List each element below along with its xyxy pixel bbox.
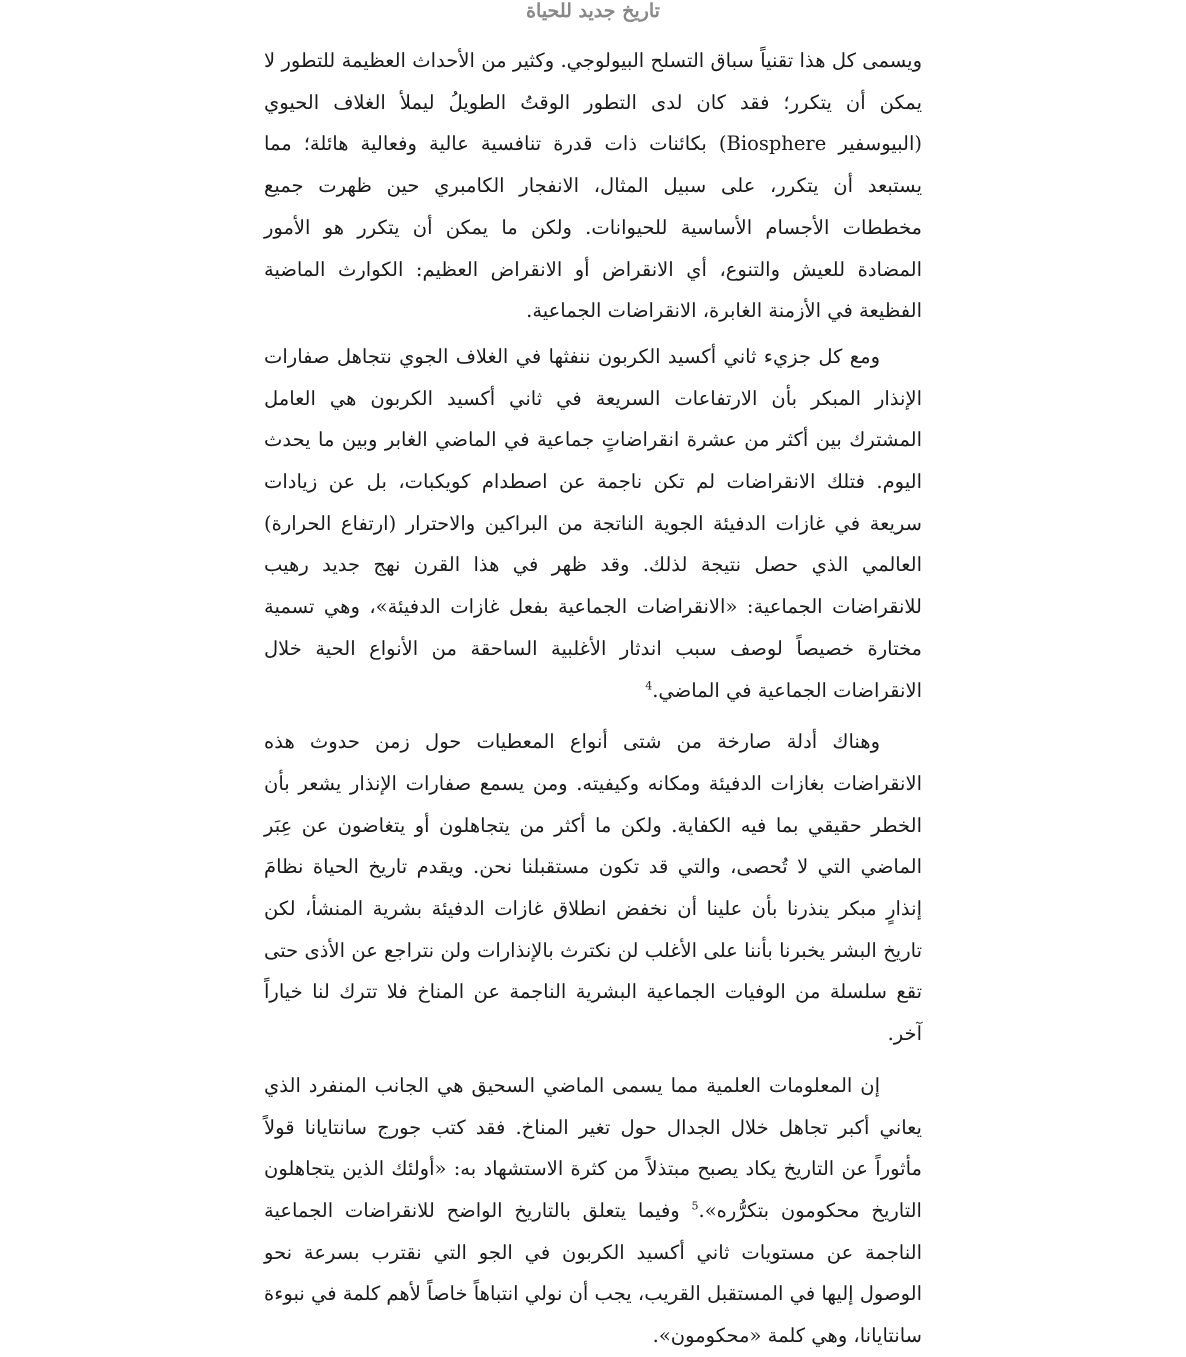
paragraph-1	[264, 40, 922, 332]
footnote-ref-5[interactable]: 5	[691, 1199, 699, 1213]
footnote-ref-4[interactable]: 4	[645, 679, 653, 693]
paragraph-2	[264, 336, 922, 711]
book-page	[264, 0, 922, 1357]
paragraph-2-text: ومع كل جزيء ثاني أكسيد الكربون ننفثها في الغلاف الجوي نتجاهل صفارات الإنذار المبكر بأن الارتفاعات السريعة في ثاني أكسيد الكربون هي العامل المشترك بين أكثر من عشرة انقراضاتٍ جماعية في الماضي الغابر وبين ما يحدث اليوم. فتلك الانقراضات لم تكن ناجمة عن اصطدام كويكبات، بل عن زيادات سريعة في غازات الدفيئة الجوية الناتجة من البراكين والاحترار (ارتفاع الحرارة) العالمي الذي حصل نتيجة لذلك. وقد ظهر في هذا القرن نهج جديد رهيب للانقراضات الجماعية: «الانقراضات الجماعية بفعل غازات الدفيئة»، وهي تسمية مختارة خصيصاً لوصف سبب اندثار الأغلبية الساحقة من الأنواع الحية خلال الانقراضات الجماعية في الماضي.	[264, 344, 922, 702]
paragraph-3-text: وهناك أدلة صارخة من شتى أنواع المعطيات حول زمن حدوث هذه الانقراضات بغازات الدفيئة ومكانه وكيفيته. ومن يسمع صفارات الإنذار يشعر بأن الخطر حقيقي بما فيه الكفاية. ولكن ما أكثر من يتجاهلون أو يتغاضون عن عِبَر الماضي التي لا تُحصى، والتي قد تكون مستقبلنا نحن. ويقدم تاريخ الحياة نظامَ إنذارٍ مبكر ينذرنا بأن علينا أن نخفض انطلاق غازات الدفيئة بشرية المنشأ، لكن تاريخ البشر يخبرنا بأننا على الأغلب لن نكترث بالإنذارات ولن نتراجع عن الأذى حتى تقع سلسلة من الوفيات الجماعية البشرية الناجمة عن المناخ فلا تترك لنا خياراً آخر.	[264, 730, 922, 1046]
paragraph-4-text-after: وفيما يتعلق بالتاريخ الواضح للانقراضات الجماعية الناجمة عن مستويات ثاني أكسيد الكربون في الجو التي نقترب بسرعة نحو الوصول إليها في المستقبل القريب، يجب أن نولي انتباهاً خاصاً لأهم كلمة في نبوءة سانتايانا، وهي كلمة «محكومون».	[264, 1198, 922, 1348]
running-head: تاريخ جديد للحياة	[526, 0, 660, 22]
paragraph-4-text-before: إن المعلومات العلمية مما يسمى الماضي السحيق هي الجانب المنفرد الذي يعاني أكبر تجاهل خلال الجدال حول تغير المناخ. فقد كتب جورج سانتايانا قولاً مأثوراً عن التاريخ يكاد يصبح مبتذلاً من كثرة الاستشهاد به: «أولئك الذين يتجاهلون التاريخ محكومون بتكرُّره».	[264, 1073, 922, 1222]
paragraph-4	[264, 1065, 922, 1357]
paragraph-3	[264, 721, 922, 1055]
paragraph-1-text: ويسمى كل هذا تقنياً سباق التسلح البيولوجي. وكثير من الأحداث العظيمة للتطور لا يمكن أن يتكرر؛ فقد كان لدى التطور الوقتُ الطويلُ ليملأ الغلاف الحيوي (البيوسفير Biosphere) بكائنات ذات قدرة تنافسية عالية وفعالية هائلة؛ مما يستبعد أن يتكرر، على سبيل المثال، الانفجار الكامبري حين ظهرت جميع مخططات الأجسام الأساسية للحيوانات. ولكن ما يمكن أن يتكرر هو الأمور المضادة للعيش والتنوع، أي الانقراض أو الانقراض العظيم: الكوارث الماضية الفظيعة في الأزمنة الغابرة، الانقراضات الجماعية.	[264, 49, 923, 323]
